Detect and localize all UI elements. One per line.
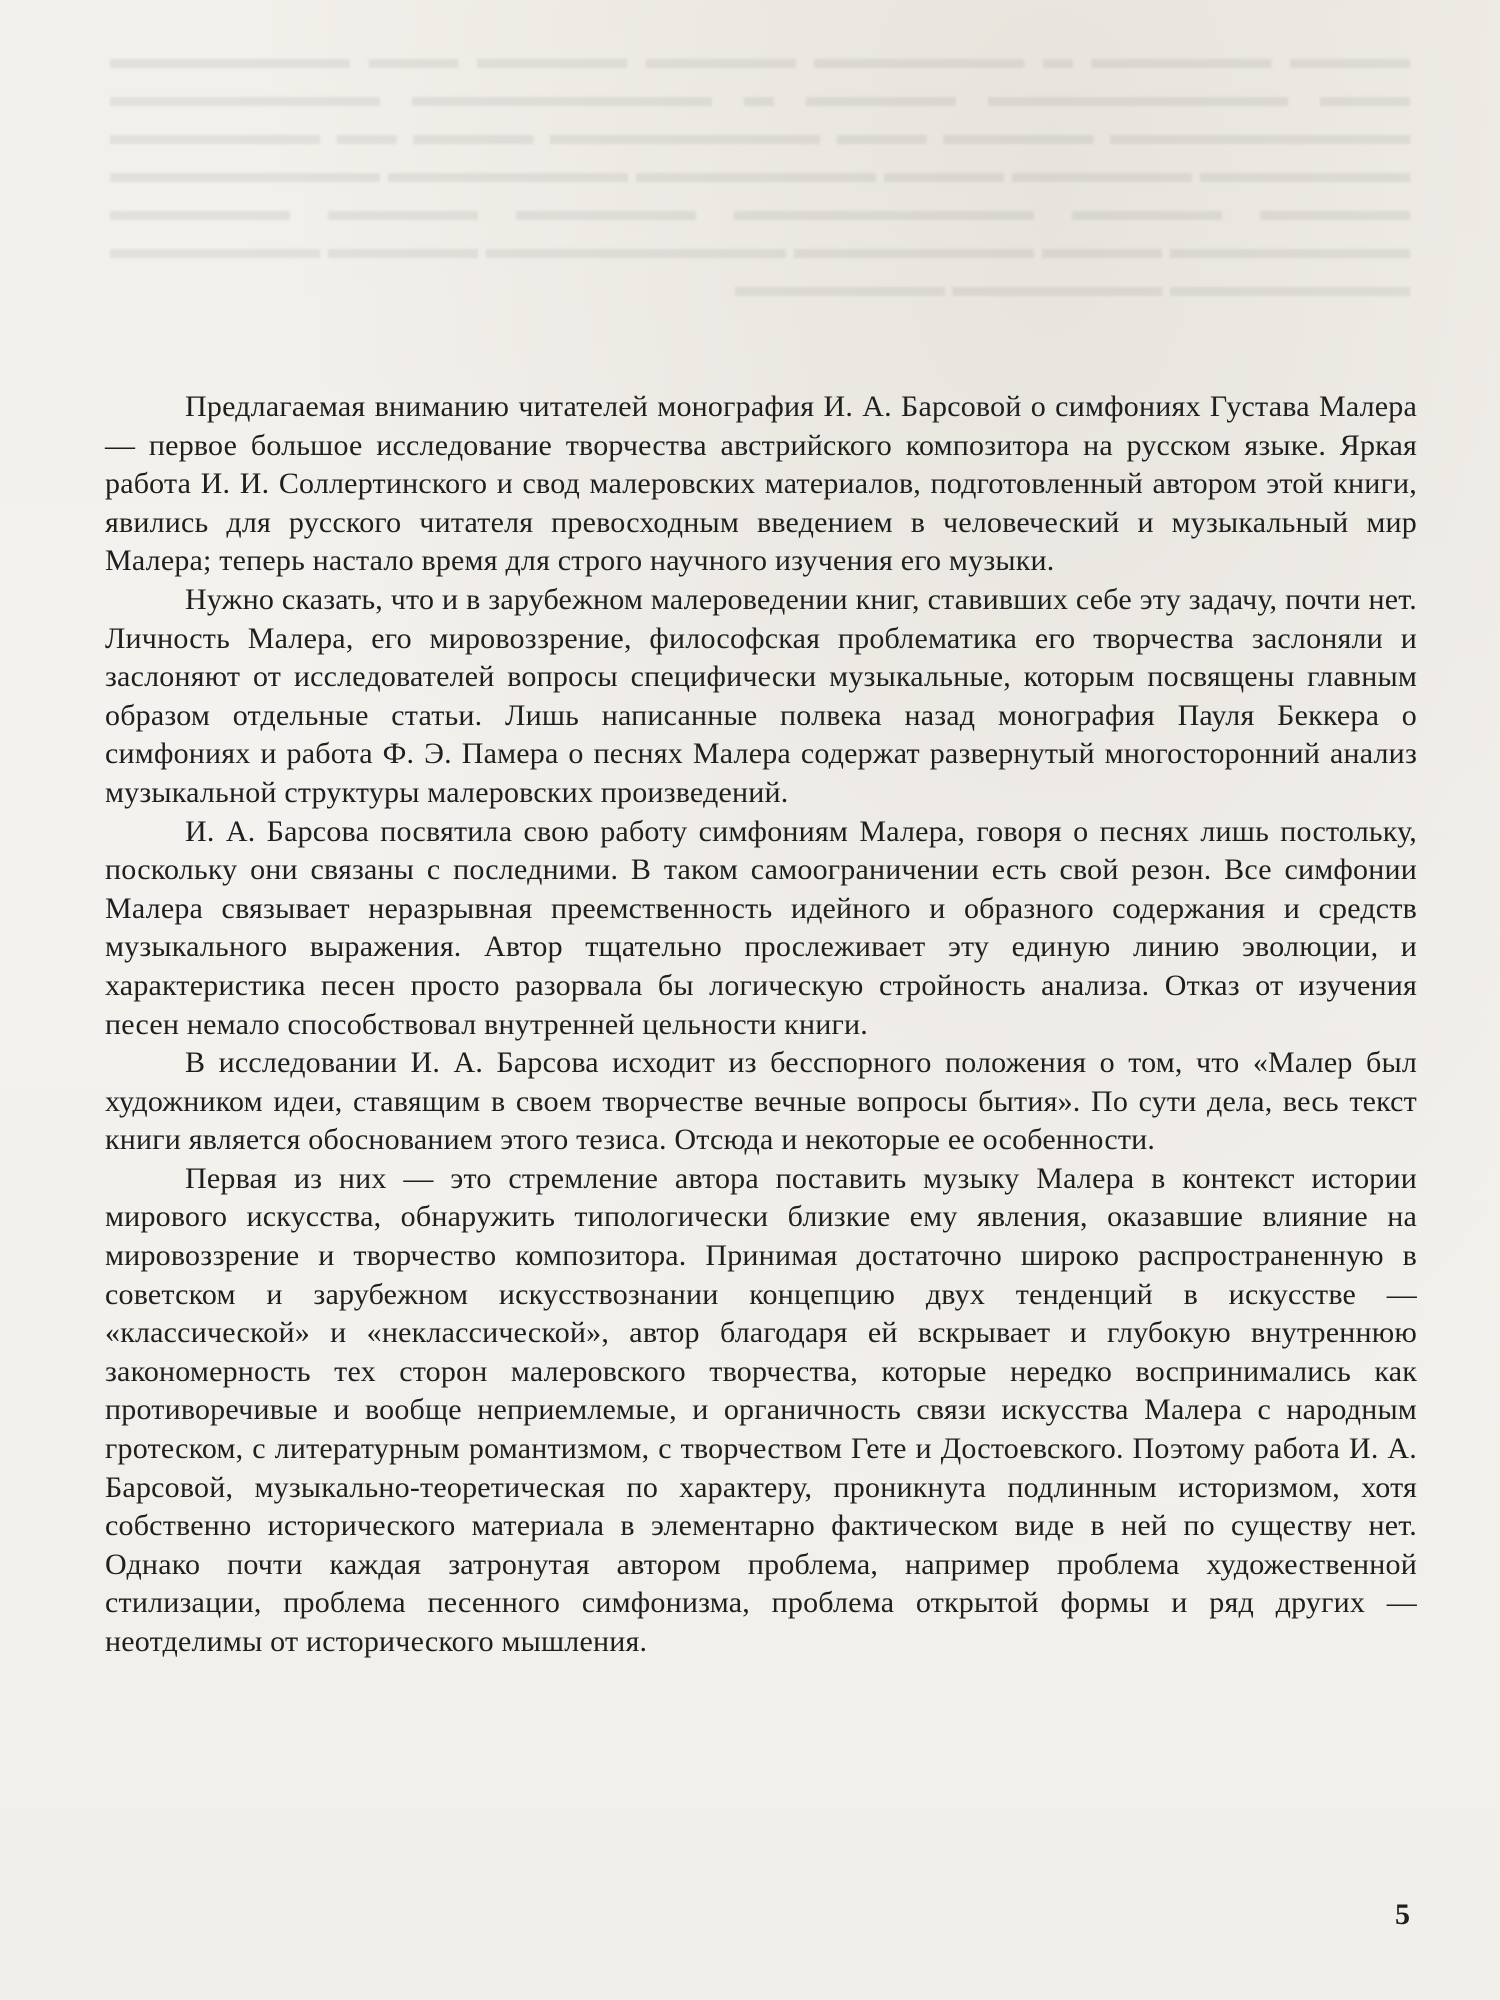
page-number: 5 [1395,1898,1410,1931]
paragraph-4: В исследовании И. А. Барсова исходит из бесспорного положения о том, что «Малер был художником идеи, ставящим в своем творчестве вечные вопросы бытия». По сути дела, весь текст книги является обоснованием этого тезиса. Отсюда и некоторые ее особенности. [105,1046,1417,1157]
text-body [105,388,1417,1662]
paragraph-2: Нужно сказать, что и в зарубежном малероведении книг, ставивших себе эту задачу, почти нет. Личность Малера, его мировоззрение, философская проблематика его творчества заслоняли и заслоняют от исследователей вопросы специфически музыкальные, которым посвящены главным образом отдельные статьи. Лишь написанные полвека назад монография Пауля Беккера о симфониях и работа Ф. Э. Памера о песнях Малера содержат развернутый многосторонний анализ музыкальной структуры малеровских произведений. [105,582,1417,809]
paragraph-1: Предлагаемая вниманию читателей монография И. А. Барсовой о симфониях Густава Малера — первое большое исследование творчества австрийского композитора на русском языке. Яркая работа И. И. Соллертинского и свод малеровских материалов, подготовленный автором этой книги, явились для русского читателя превосходным введением в человеческий и музыкальный мир Малера; теперь настало время для строго научного изучения его музыки. [105,390,1417,578]
paragraph-3: И. А. Барсова посвятила свою работу симфониям Малера, говоря о песнях лишь постольку, поскольку они связаны с последними. В таком самоограничении есть свой резон. Все симфонии Малера связывает неразрывная преемственность идейного и образного содержания и средств музыкального выражения. Автор тщательно прослеживает эту единую линию эволюции, и характеристика песен просто разорвала бы логическую стройность анализа. Отказ от изучения песен немало способствовал внутренней цельности книги. [105,814,1417,1041]
show-through-text: ▬▬▬▬ ▬▬▬▬▬▬ ▬ ▬▬▬▬▬▬▬ ▬▬▬▬▬ ▬▬▬▬▬ ▬▬▬ ▬▬▬▬▬▬▬▬ ▬▬▬ ▬▬▬▬▬▬▬▬▬▬ ▬▬▬▬▬ ▬ ▬▬▬▬▬▬▬▬▬▬ ▬▬▬▬▬▬▬▬▬ ▬▬▬▬▬▬▬▬▬▬ ▬▬▬▬▬ ▬▬▬ ▬▬▬▬▬▬▬▬▬ ▬▬▬▬ ▬▬ ▬▬▬▬▬▬▬ ▬▬▬▬▬▬▬ ▬▬▬▬▬▬ ▬▬▬▬ ▬▬▬▬▬▬▬▬ ▬▬▬▬▬▬▬▬ ▬▬▬▬▬▬▬▬▬ ▬▬▬▬▬ ▬▬▬▬▬ ▬▬▬▬▬▬▬▬▬▬ ▬▬▬▬▬▬ ▬▬▬▬▬ ▬▬▬▬▬▬ ▬▬▬▬▬▬▬▬ ▬▬▬▬ ▬▬▬▬▬▬▬▬ ▬▬▬▬▬▬▬▬▬▬ ▬▬▬▬▬ ▬▬▬▬▬▬▬ ▬▬▬▬▬▬▬▬ ▬▬▬▬▬▬▬ ▬▬▬▬▬▬▬ [110,42,1410,303]
paragraph-5: Первая из них — это стремление автора поставить музыку Малера в контекст истории мирового искусства, обнаружить типологически близкие ему явления, оказавшие влияние на мировоззрение и творчество композитора. Принимая достаточно широко распространенную в советском и зарубежном искусствознании концепцию двух тенденций в искусстве — «классической» и «неклассической», автор благодаря ей вскрывает и глубокую внутреннюю закономерность тех сторон малеровского творчества, которые нередко воспринимались как противоречивые и вообще неприемлемые, и органичность связи искусства Малера с народным гротеском, с литературным романтизмом, с творчеством Гете и Достоевского. Поэтому работа И. А. Барсовой, музыкально-теоретическая по характеру, проникнута подлинным историзмом, хотя собственно исторического материала в элементарно фактическом виде в ней по существу нет. Однако почти каждая затронутая автором проблема, например проблема художественной стилизации, проблема песенного симфонизма, проблема открытой формы и ряд других — неотделимы от исторического мышления. [105,1161,1417,1658]
